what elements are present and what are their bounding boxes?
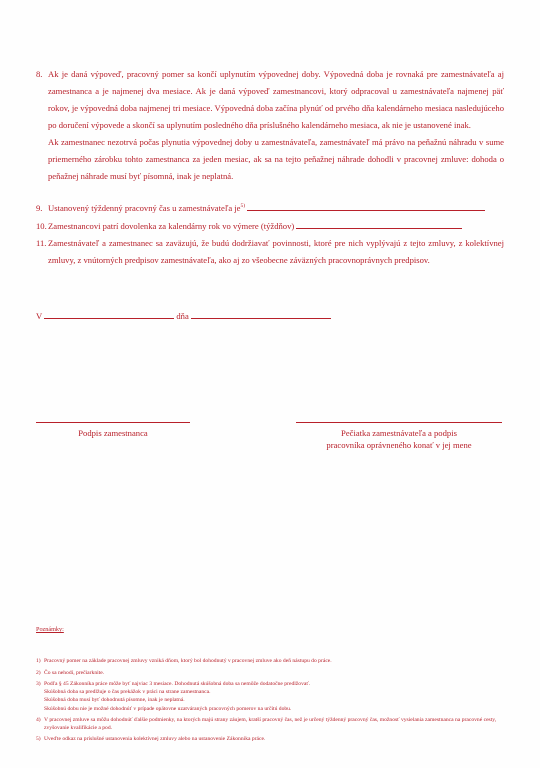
footnote	[36, 657, 506, 665]
date-field[interactable]	[191, 309, 331, 319]
employer-signature-line[interactable]	[296, 422, 502, 423]
place-date-row	[36, 309, 331, 321]
place-field[interactable]	[44, 309, 174, 319]
footnote-line: Skúšobnú dobu nie je možné dohodnúť v prípade opätovne uzatváraných pracovných pomerov na určitú dobu.	[44, 705, 292, 712]
vacation-weeks-field[interactable]	[296, 219, 462, 229]
clause-11	[36, 235, 504, 269]
employer-signature-label-line2: pracovníka oprávneného konať v jej mene	[326, 440, 472, 450]
footnote-number: 4)	[36, 717, 41, 723]
clause-10	[36, 218, 504, 235]
footnote-text: Uveďte odkaz na príslušné ustanovenia kolektívnej zmluvy alebo na ustanovenie Zákonníka práce.	[44, 736, 266, 742]
employee-signature-label: Podpis zamestnanca	[78, 428, 148, 438]
footnote	[36, 735, 506, 743]
employer-signature-label	[296, 427, 502, 451]
weekly-hours-field[interactable]	[247, 201, 485, 211]
clause-9	[36, 200, 504, 217]
footnote-line: Skúšobná doba sa predlžuje o čas prekážok v práci na strane zamestnanca.	[44, 689, 211, 696]
footnote-text: Čo sa nehodí, prečiarknite.	[44, 670, 105, 676]
footnote-text: Pracovný pomer na základe pracovnej zmluvy vzniká dňom, ktorý bol dohodnutý v pracovnej zmluve ako deň nástupu do práce.	[44, 658, 332, 664]
clause-8	[36, 66, 504, 185]
footnote-text	[44, 680, 504, 713]
footnote	[36, 716, 506, 732]
footnote-line: Skúšobná doba musí byť dohodnutá písomne, inak je neplatná.	[44, 697, 185, 704]
clause-number: 8.	[36, 69, 43, 79]
footnote-line: Podľa § 45 Zákonníka práce môže byť najviac 3 mesiace. Dohodnutá skúšobná doba sa nemôže dodatočne predlžovať.	[44, 681, 311, 687]
footnote	[36, 669, 506, 677]
footnote-number: 2)	[36, 670, 41, 676]
clause-text: Ustanovený týždenný pracovný čas u zamestnávateľa je	[48, 203, 241, 213]
employee-signature-line[interactable]	[36, 422, 190, 423]
clause-number: 9.	[36, 203, 43, 213]
clause-text-continued: Ak zamestnanec nezotrvá počas plynutia výpovednej doby u zamestnávateľa, zamestnávateľ má právo na peňažnú náhradu v sume priemerného zárobku tohto zamestnanca za jeden mesiac, ak sa na tejto peňažnej náhrade dohodli v pracovnej zmluve: dohoda o peňažnej náhrade musí byť písomná, inak je neplatná.	[48, 137, 504, 181]
footnote	[36, 680, 506, 713]
footnote-text: V pracovnej zmluve sa môžu dohodnúť ďalšie podmienky, na ktorých majú strany záujem, kratší pracovný čas, než je určený týždenný pracovný čas, možnosť vysielania zamestnanca na pracovné cesty, zvyšovanie kvalifikácie a pod.	[44, 717, 497, 732]
date-label: dňa	[176, 311, 189, 321]
clause-text: Ak je daná výpoveď, pracovný pomer sa končí uplynutím výpovednej doby. Výpovedná doba je rovnaká pre zamestnávateľa aj zamestnanca a je najmenej dva mesiace. Ak je daná výpoveď zamestnancovi, ktorý odpracoval u zamestnávateľa najmenej päť rokov, je výpovedná doba najmenej tri mesiace. Výpovedná doba začína plynúť od prvého dňa kalendárneho mesiaca nasledujúceho po doručení výpovede a skončí sa uplynutím posledného dňa príslušného kalendárneho mesiaca, ak nie je ustanovené inak.	[48, 69, 504, 130]
clause-number: 10.	[36, 221, 47, 231]
employer-signature-label-line1: Pečiatka zamestnávateľa a podpis	[341, 428, 457, 438]
footnote-number: 5)	[36, 736, 41, 742]
place-label: V	[36, 311, 43, 321]
clause-text: Zamestnávateľ a zamestnanec sa zaväzujú, že budú dodržiavať povinnosti, ktoré pre nich vyplývajú z tejto zmluvy, z kolektívnej zmluvy, z vnútorných predpisov zamestnávateľa, ako aj zo všeobecne záväzných pracovnoprávnych predpisov.	[48, 238, 504, 265]
footnote-number: 1)	[36, 658, 41, 664]
footnote-number: 3)	[36, 681, 41, 687]
notes-title: Poznámky:	[36, 626, 64, 633]
clause-number: 11.	[36, 238, 47, 248]
clause-text: Zamestnancovi patrí dovolenka za kalendárny rok vo výmere (týždňov)	[48, 221, 295, 231]
footnote-ref: 5)	[240, 203, 246, 210]
